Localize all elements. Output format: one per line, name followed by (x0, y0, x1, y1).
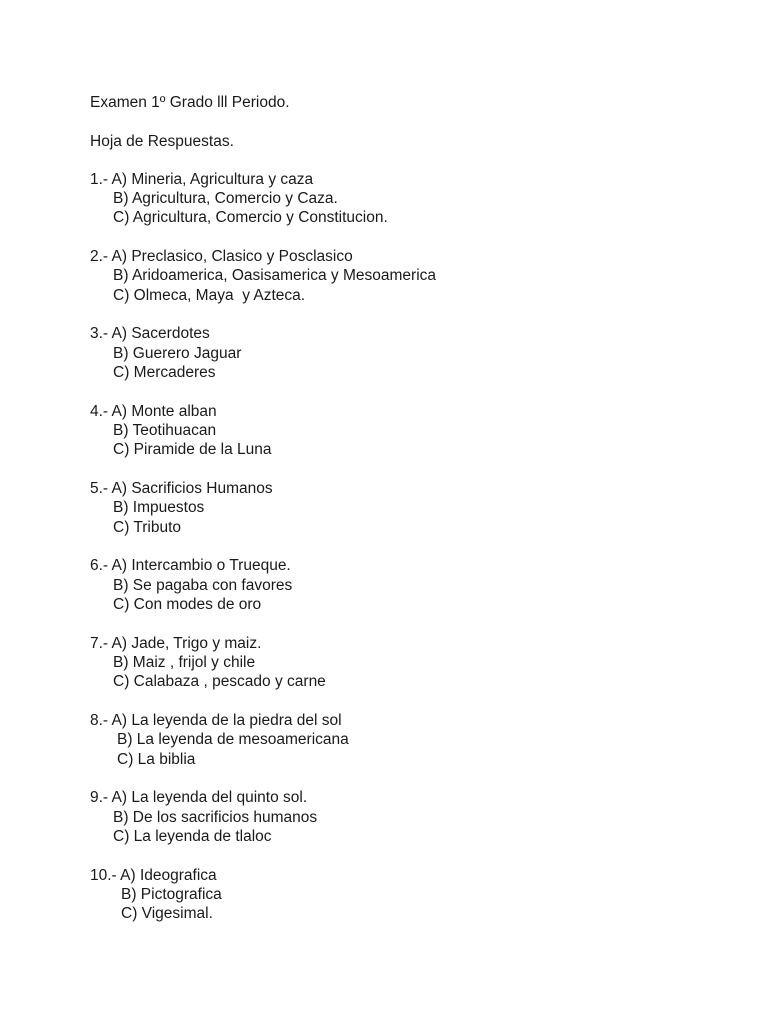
question-5-option-a: 5.- A) Sacrificios Humanos (90, 480, 273, 497)
question-4-option-c: C) Piramide de la Luna (113, 441, 272, 458)
question-9-option-b: B) De los sacrificios humanos (113, 809, 318, 826)
question-10-option-a: 10.- A) Ideografica (90, 867, 217, 884)
document-title: Examen 1º Grado lll Periodo. (90, 94, 290, 111)
question-6-option-a: 6.- A) Intercambio o Trueque. (90, 557, 291, 574)
question-4-option-a: 4.- A) Monte alban (90, 403, 217, 420)
question-7-option-c: C) Calabaza , pescado y carne (113, 673, 326, 690)
question-6-option-c: C) Con modes de oro (113, 596, 262, 613)
question-6-option-b: B) Se pagaba con favores (113, 577, 293, 594)
question-7-option-a: 7.- A) Jade, Trigo y maiz. (90, 635, 262, 652)
question-2-option-c: C) Olmeca, Maya y Azteca. (113, 287, 306, 304)
question-8-option-a: 8.- A) La leyenda de la piedra del sol (90, 712, 342, 729)
question-8-option-c: C) La biblia (117, 751, 196, 768)
question-9-option-c: C) La leyenda de tlaloc (113, 828, 272, 845)
question-1-option-c: C) Agricultura, Comercio y Constitucion. (113, 209, 388, 226)
question-5-option-b: B) Impuestos (113, 499, 205, 516)
question-2-option-a: 2.- A) Preclasico, Clasico y Posclasico (90, 248, 353, 265)
question-2-option-b: B) Aridoamerica, Oasisamerica y Mesoamerica (113, 267, 437, 284)
question-8-option-b: B) La leyenda de mesoamericana (117, 731, 349, 748)
question-5-option-c: C) Tributo (113, 519, 182, 536)
question-1-option-b: B) Agricultura, Comercio y Caza. (113, 190, 338, 207)
question-1-option-a: 1.- A) Mineria, Agricultura y caza (90, 171, 314, 188)
document-subtitle: Hoja de Respuestas. (90, 133, 234, 150)
question-10-option-b: B) Pictografica (121, 886, 222, 903)
question-3-option-b: B) Guerero Jaguar (113, 345, 242, 362)
question-3-option-a: 3.- A) Sacerdotes (90, 325, 210, 342)
question-9-option-a: 9.- A) La leyenda del quinto sol. (90, 789, 308, 806)
question-4-option-b: B) Teotihuacan (113, 422, 217, 439)
question-3-option-c: C) Mercaderes (113, 364, 216, 381)
question-7-option-b: B) Maiz , frijol y chile (113, 654, 256, 671)
question-10-option-c: C) Vigesimal. (121, 905, 213, 922)
